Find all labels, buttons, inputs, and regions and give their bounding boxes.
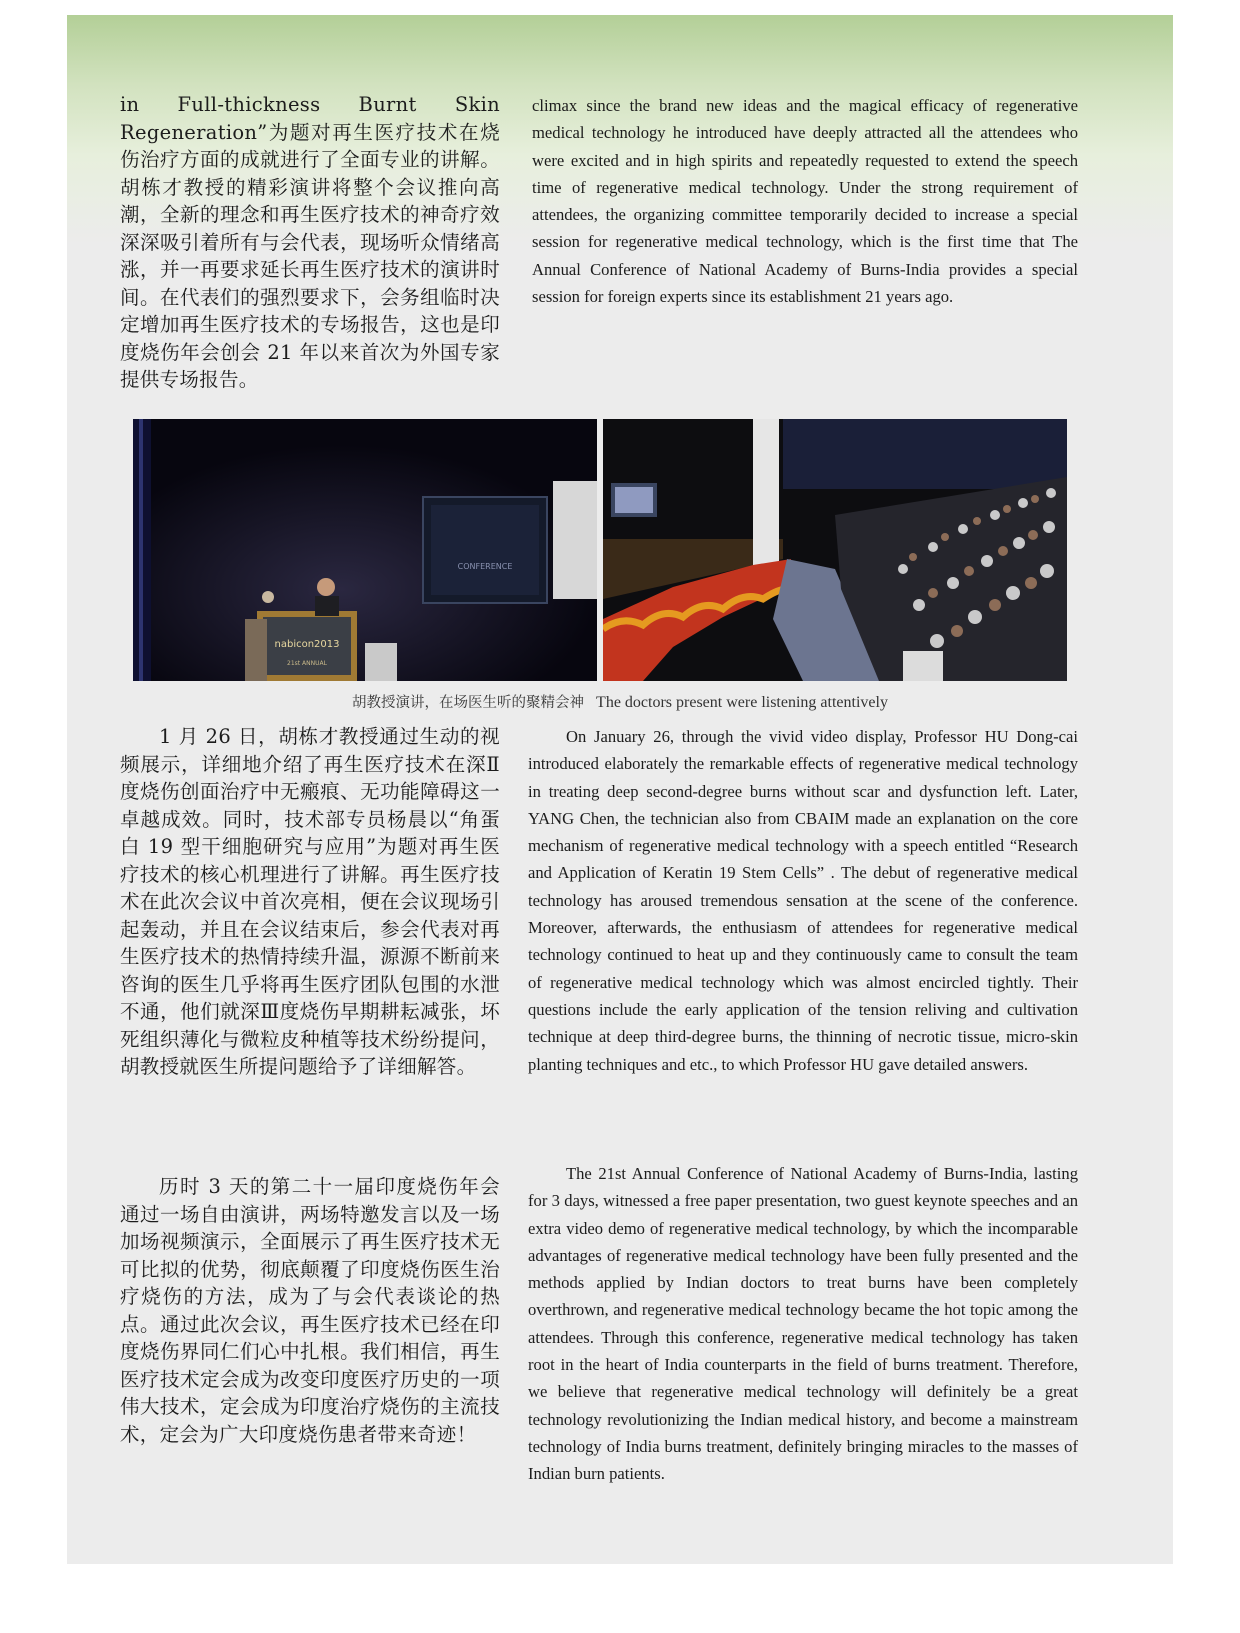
chinese-paragraph-top: in Full-thickness Burnt Skin Regeneration”为题对再生医疗技术在烧伤治疗方面的成就进行了全面专业的讲解。胡栋才教授的精彩演讲将整个会议推向高潮，全新的理念和再生医疗技术的神奇疗效深深吸引着所有与会代表，现场听众情绪高涨，并一再要求延长再生医疗技术的演讲时间。在代表们的强烈要求下，会务组临时决定增加再生医疗技术的专场报告，这也是印度烧伤年会创会 21 年以来首次为外国专家提供专场报告。 <box>120 93 500 391</box>
photo-caption <box>67 691 1173 712</box>
chinese-paragraph-1: 1 月 26 日，胡栋才教授通过生动的视频展示，详细地介绍了再生医疗技术在深Ⅱ度烧伤创面治疗中无瘢痕、无功能障碍这一卓越成效。同时，技术部专员杨晨以“角蛋白 19 型干细胞研究与应用”为题对再生医疗技术的核心机理进行了讲解。再生医疗技术在此次会议中首次亮相，便在会议现场引起轰动，并且在会议结束后，参会代表对再生医疗技术的热情持续升温，源源不断前来咨询的医生几乎将再生医疗团队包围的水泄不通，他们就深Ⅲ度烧伤早期耕耘减张，坏死组织薄化与微粒皮种植等技术纷纷提问，胡教授就医生所提问题给予了详细解答。 <box>120 725 500 1078</box>
photo-audience-hall <box>603 419 1067 681</box>
english-paragraph-top: climax since the brand new ideas and the magical efficacy of regenerative medical technology he introduced have deeply attracted all the attendees who were excited and in high spirits and repeatedly requested to extend the speech time of regenerative medical technology. Under the strong requirement of attendees, the organizing committee temporarily decided to increase a special session for regenerative medical technology, which is the first time that The Annual Conference of National Academy of Burns-India provides a special session for foreign experts since its establishment 21 years ago. <box>532 96 1078 307</box>
english-paragraph-2: The 21st Annual Conference of National Academy of Burns-India, lasting for 3 days, witnessed a free paper presentation, two guest keynote speeches and an extra video demo of regenerative medical technology, by which the incomparable advantages of regenerative medical technology have been fully presented and the methods applied by Indian doctors to treat burns have been completely overthrown, and regenerative medical technology became the hot topic among the attendees. Through this conference, regenerative medical technology has taken root in the heart of India counterparts in the field of burns treatment. Therefore, we believe that regenerative medical technology will definitely be a great technology revolutionizing the Indian medical history, and become a mainstream technology of India burns treatment, definitely bringing miracles to the masses of Indian burn patients. <box>528 1164 1078 1484</box>
podium-subtext: 21st ANNUAL <box>287 660 327 667</box>
caption-english: The doctors present were listening attentively <box>596 694 888 711</box>
podium-text: nabicon2013 <box>274 639 340 650</box>
english-paragraph-1: On January 26, through the vivid video display, Professor HU Dong-cai introduced elaborately the remarkable effects of regenerative medical technology in treating deep second-degree burns without scar and dysfunction left. Later, YANG Chen, the technician also from CBAIM made an explanation on the core mechanism of regenerative medical technology with a speech entitled “Research and Application of Keratin 19 Stem Cells” . The debut of regenerative medical technology has aroused tremendous sensation at the scene of the conference. Moreover, afterwards, the enthusiasm of attendees for regenerative medical technology continued to heat up and they continuously came to consult the team of regenerative medical technology which was almost encircled tightly. Their questions include the early application of the tension reliving and cultivation technique at deep third-degree burns, the thinning of necrotic tissue, micro-skin planting techniques and etc., to which Professor HU gave detailed answers. <box>528 727 1078 1074</box>
caption-chinese: 胡教授演讲，在场医生听的聚精会神 <box>352 695 585 711</box>
chinese-paragraph-2: 历时 3 天的第二十一届印度烧伤年会通过一场自由演讲，两场特邀发言以及一场加场视频演示，全面展示了再生医疗技术无可比拟的优势，彻底颠覆了印度烧伤医生治疗烧伤的方法，成为了与会代表谈论的热点。通过此次会议，再生医疗技术已经在印度烧伤界同仁们心中扎根。我们相信，再生医疗技术定会成为改变印度医疗历史的一项伟大技术，定会成为印度治疗烧伤的主流技术，定会为广大印度烧伤患者带来奇迹！ <box>120 1175 500 1446</box>
photo-speaker-at-podium <box>133 419 597 681</box>
screen-text: CONFERENCE <box>457 562 513 571</box>
